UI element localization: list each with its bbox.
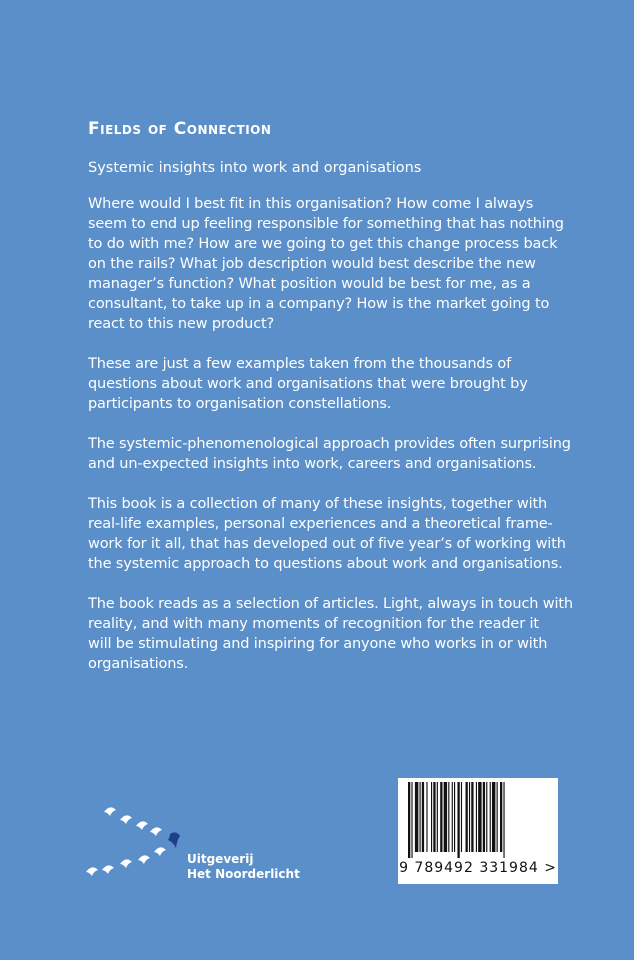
paragraph-questions (88, 194, 588, 334)
barcode-bar (503, 782, 504, 858)
barcode-bar (440, 782, 442, 852)
book-subtitle: Systemic insights into work and organisations (88, 160, 422, 176)
paragraph-reading (88, 594, 588, 674)
barcode-bar (457, 782, 459, 858)
barcode-bar (431, 782, 432, 852)
barcode-bar (420, 782, 421, 852)
barcode-bar (448, 782, 449, 852)
blurb-text (88, 118, 588, 694)
barcode-bar (433, 782, 435, 852)
publisher-line-2: Het Noorderlicht (187, 867, 300, 881)
barcode-bar (486, 782, 487, 852)
barcode-bar (411, 782, 412, 858)
barcode-bar (426, 782, 427, 852)
text-line: participants to organisation constellations. (88, 396, 392, 412)
publisher-line-1: Uitgeverij (187, 852, 254, 866)
paragraph-collection (88, 494, 588, 574)
text-line: manager’s function? What position would be best for me, as a (88, 276, 531, 292)
book-title: Fields of Connection (88, 119, 272, 139)
isbn-barcode (398, 778, 558, 884)
text-line: These are just a few examples taken from the thousands of (88, 356, 512, 372)
barcode-bar (500, 782, 502, 852)
paragraph-approach (88, 434, 588, 474)
barcode-bar (415, 782, 418, 852)
barcode-bar (444, 782, 447, 852)
text-line: to do with me? How are we going to get this change process back (88, 236, 558, 252)
flying-birds-icon (84, 800, 194, 890)
barcode-bar (408, 782, 410, 858)
barcode-bar (461, 782, 462, 852)
isbn-number: 9 789492 331984 > (399, 860, 557, 876)
barcode-bar (492, 782, 495, 852)
barcode-bar (469, 782, 470, 852)
text-line: consultant, to take up in a company? How is the market going to (88, 296, 550, 312)
text-line: organisations. (88, 656, 189, 672)
barcode-bar (452, 782, 453, 852)
text-line: questions about work and organisations that were brought by (88, 376, 528, 392)
text-line: and un-expected insights into work, careers and organisations. (88, 456, 537, 472)
text-line: react to this new product? (88, 316, 275, 332)
barcode-bar (422, 782, 424, 852)
paragraph-examples (88, 354, 588, 414)
publisher-logo (84, 800, 300, 890)
text-line: reality, and with many moments of recognition for the reader it (88, 616, 539, 632)
barcode-bar (483, 782, 485, 852)
barcode-bar (471, 782, 473, 852)
text-line: The book reads as a selection of articles. Light, always in touch with (88, 596, 573, 612)
barcode-bar (454, 782, 455, 852)
barcode-bar (466, 782, 468, 852)
publisher-name (187, 852, 300, 882)
text-line: work for it all, that has developed out of five year’s of working with (88, 536, 566, 552)
text-line: the systemic approach to questions about work and organisations. (88, 556, 563, 572)
barcode-bars (406, 782, 550, 858)
barcode-bar (476, 782, 477, 852)
text-line: will be stimulating and inspiring for anyone who works in or with (88, 636, 548, 652)
barcode-bar (490, 782, 491, 852)
barcode-bar (497, 782, 498, 852)
barcode-bar (478, 782, 481, 852)
text-line: This book is a collection of many of these insights, together with (88, 496, 548, 512)
text-line: real-life examples, personal experiences and a theoretical frame- (88, 516, 553, 532)
text-line: Where would I best fit in this organisation? How come I always (88, 196, 534, 212)
text-line: on the rails? What job description would best describe the new (88, 256, 536, 272)
text-line: seem to end up feeling responsible for something that has nothing (88, 216, 564, 232)
text-line: The systemic-phenomenological approach provides often surprising (88, 436, 571, 452)
barcode-bar (437, 782, 438, 852)
